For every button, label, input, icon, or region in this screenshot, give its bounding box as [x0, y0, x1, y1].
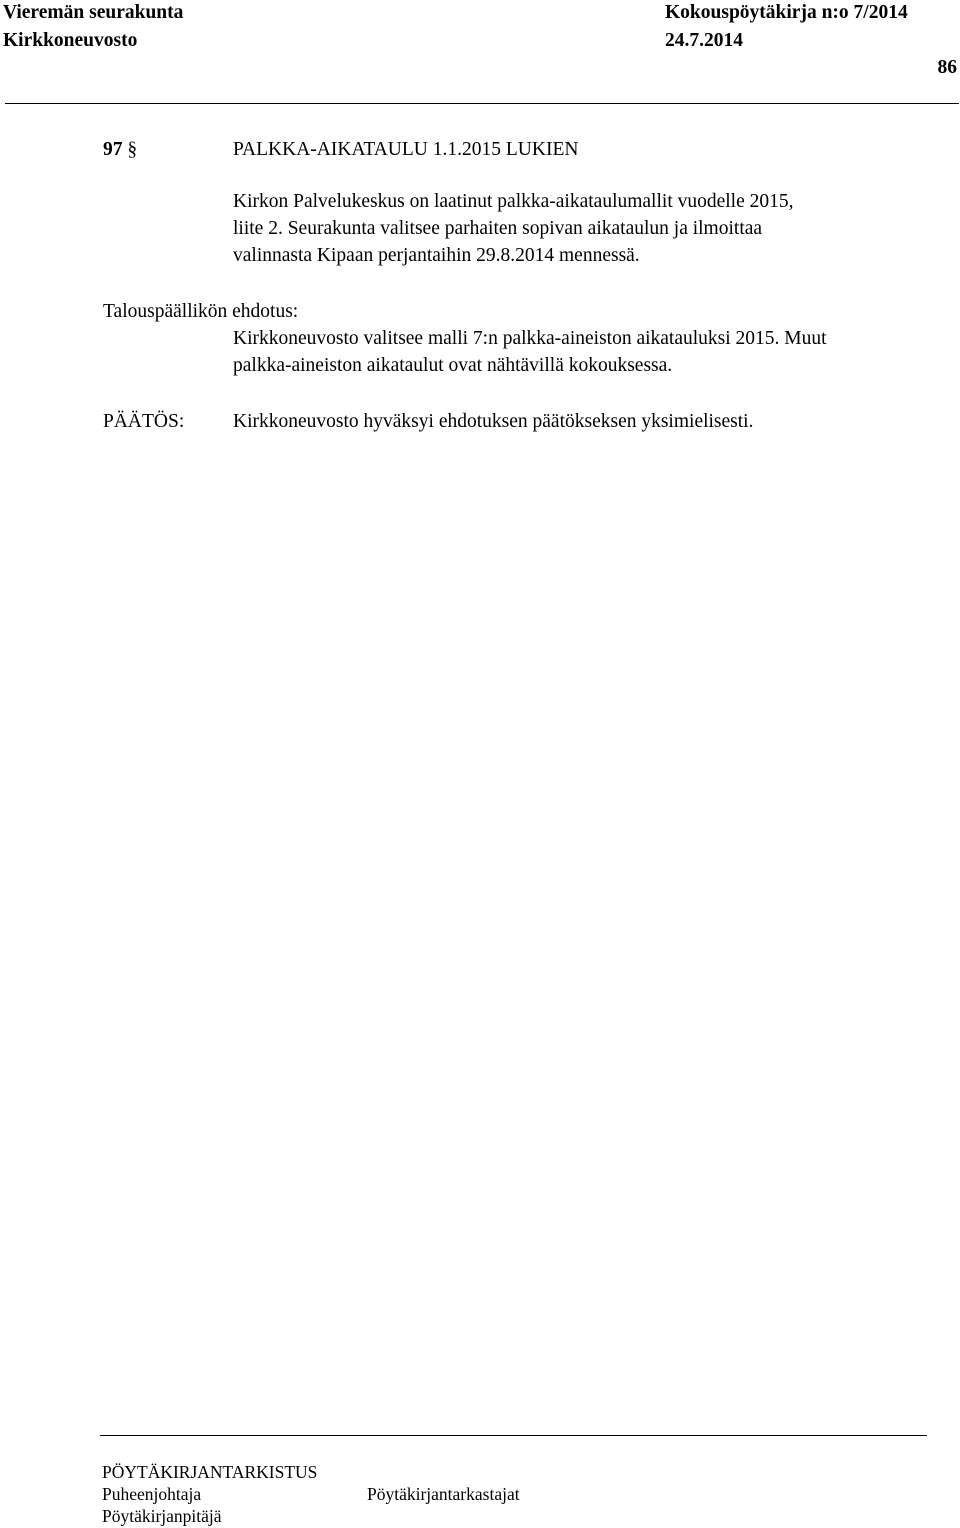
- proposal-label: Talouspäällikön ehdotus:: [103, 301, 299, 322]
- proposal-line: palkka-aineiston aikataulut ovat nähtävillä kokouksessa.: [233, 355, 673, 376]
- section-title: PALKKA-AIKATAULU 1.1.2015 LUKIEN: [233, 139, 579, 160]
- proposal-line: Kirkkoneuvosto valitsee malli 7:n palkka-aineiston aikatauluksi 2015. Muut: [233, 328, 827, 349]
- decision-text: Kirkkoneuvosto hyväksyi ehdotuksen päätökseksen yksimielisesti.: [233, 411, 754, 432]
- footer-secretary-label: Pöytäkirjanpitäjä: [102, 1506, 222, 1526]
- intro-line: valinnasta Kipaan perjantaihin 29.8.2014 mennessä.: [233, 245, 640, 266]
- intro-line: Kirkon Palvelukeskus on laatinut palkka-aikataulumallit vuodelle 2015,: [233, 191, 794, 212]
- section-heading: [103, 136, 137, 163]
- header-rule: [5, 103, 959, 104]
- footer-checkers-label: Pöytäkirjantarkastajat: [367, 1484, 520, 1504]
- meeting-date: 24.7.2014: [665, 30, 743, 51]
- intro-line: liite 2. Seurakunta valitsee parhaiten sopivan aikataulun ja ilmoittaa: [233, 218, 763, 239]
- proposal-text: [233, 325, 827, 379]
- section-number: 97: [103, 139, 123, 160]
- decision-label: PÄÄTÖS:: [103, 411, 185, 432]
- organization-name: Vieremän seurakunta: [3, 2, 184, 23]
- footer-chair-label: Puheenjohtaja: [102, 1484, 202, 1504]
- footer-rule: [100, 1435, 927, 1436]
- page-number: 86: [937, 57, 957, 78]
- body-name: Kirkkoneuvosto: [3, 30, 138, 51]
- document-title: Kokouspöytäkirja n:o 7/2014: [665, 2, 908, 23]
- intro-paragraph: [233, 188, 794, 269]
- section-symbol: §: [127, 139, 138, 160]
- footer-archive-label: PÖYTÄKIRJANTARKISTUS: [102, 1462, 318, 1482]
